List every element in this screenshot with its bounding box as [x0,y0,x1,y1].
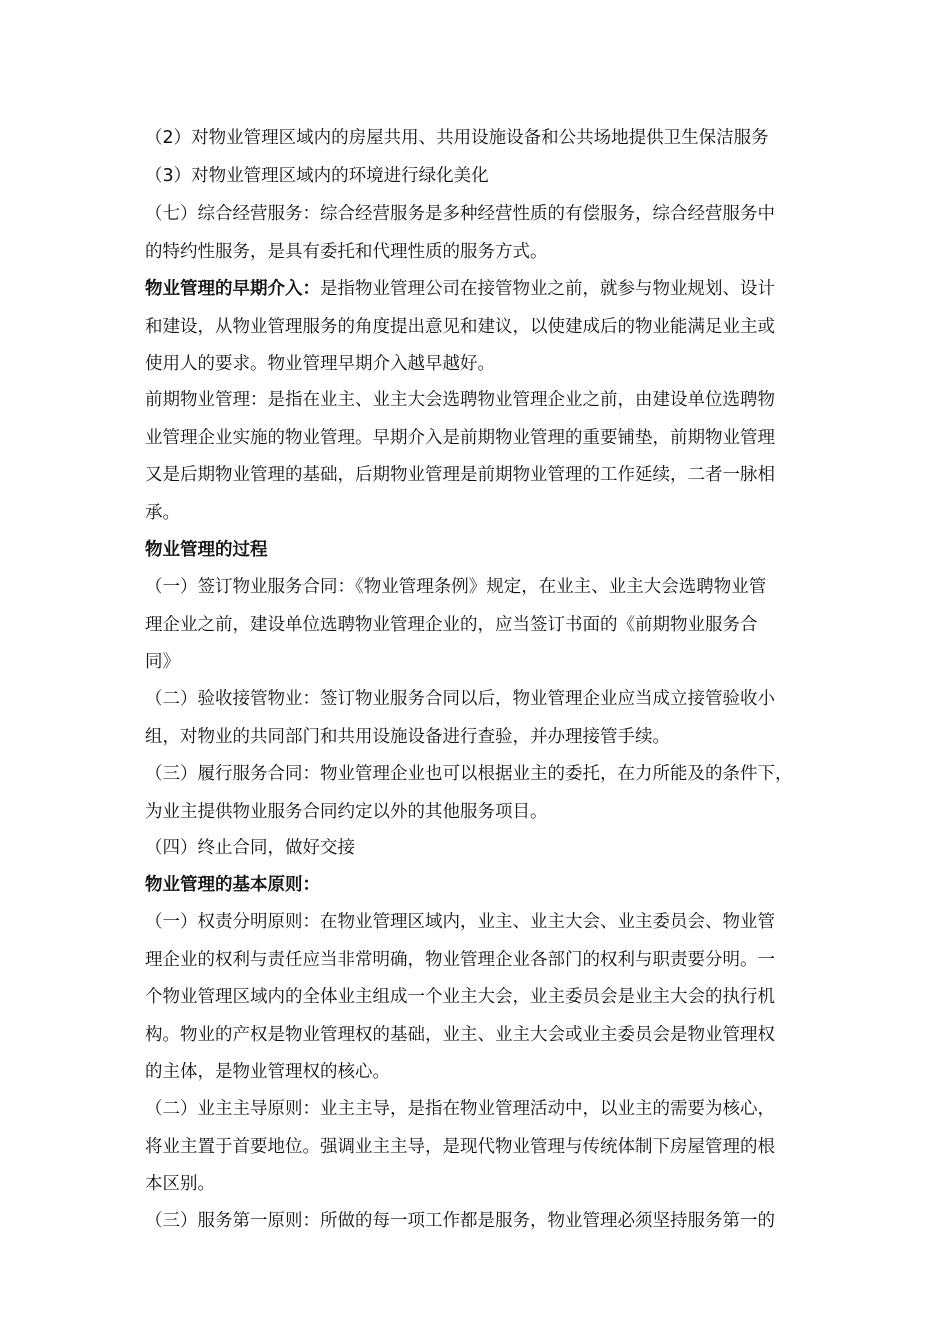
term-heading: 物业管理的早期介入： [145,279,320,299]
paragraph-preliminary-management [145,382,865,532]
text-line: 物业管理的早期介入：是指物业管理公司在接管物业之前，就参与物业规划、设计 [145,279,775,299]
paragraph-sign-contract [145,569,865,682]
paragraph-cleaning-service [145,120,865,158]
section-title: 物业管理的过程 [145,540,268,560]
text-line: 和建设，从物业管理服务的角度提出意见和建议，以使建成后的物业能满足业主或 [145,316,775,337]
section-heading-process [145,532,865,570]
text-line: （四）终止合同，做好交接 [145,838,355,858]
text-line: （二）业主主导原则：业主主导，是指在物业管理活动中，以业主的需要为核心， [145,1099,775,1119]
text-line: 组，对物业的共同部门和共用设施设备进行查验，并办理接管手续。 [145,726,670,747]
section-title: 物业管理的基本原则： [145,875,320,895]
paragraph-perform-contract [145,756,865,831]
paragraph-service-first-principle [145,1203,865,1241]
paragraph-rights-principle [145,904,865,1092]
text-line: （三）履行服务合同：物业管理企业也可以根据业主的委托，在力所能及的条件下， [145,764,793,784]
text-line: （三）服务第一原则：所做的每一项工作都是服务，物业管理必须坚持服务第一的 [145,1211,775,1231]
text-line: 的主体，是物业管理权的核心。 [145,1062,390,1082]
paragraph-acceptance [145,681,865,756]
text-line: 本区别。 [145,1174,215,1194]
text-line: 理企业的权利与责任应当非常明确，物业管理企业各部门的权利与职责要分明。一 [145,949,775,970]
text-line: （七）综合经营服务：综合经营服务是多种经营性质的有偿服务，综合经营服务中 [145,204,775,224]
text-line: 前期物业管理：是指在业主、业主大会选聘物业管理企业之前，由建设单位选聘物 [145,390,775,410]
text-line: 构。物业的产权是物业管理权的基础，业主、业主大会或业主委员会是物业管理权 [145,1024,775,1045]
paragraph-early-intervention [145,271,865,384]
paragraph-terminate-contract [145,830,865,868]
text-line: 的特约性服务，是具有委托和代理性质的服务方式。 [145,241,548,262]
text-line: 又是后期物业管理的基础，后期物业管理是前期物业管理的工作延续，二者一脉相 [145,465,775,485]
text-line: 承。 [145,502,180,523]
section-heading-principles [145,867,865,905]
text-line: （3）对物业管理区域内的环境进行绿化美化 [145,165,489,186]
paragraph-comprehensive-service [145,196,865,271]
text-line: 同》 [145,652,180,672]
text-line: （一）权责分明原则：在物业管理区域内，业主、业主大会、业主委员会、物业管 [145,912,775,932]
text-line: 业管理企业实施的物业管理。早期介入是前期物业管理的重要铺垫，前期物业管理 [145,427,775,448]
text-line: 使用人的要求。物业管理早期介入越早越好。 [145,354,495,374]
text-line: （2）对物业管理区域内的房屋共用、共用设施设备和公共场地提供卫生保洁服务 [145,128,769,148]
paragraph-greening [145,158,865,196]
text-line: （一）签订物业服务合同：《物业管理条例》规定，在业主、业主大会选聘物业管 [145,577,767,597]
text-line: 为业主提供物业服务合同约定以外的其他服务项目。 [145,801,548,822]
text-line: （二）验收接管物业：签订物业服务合同以后，物业管理企业应当成立接管验收小 [145,689,775,709]
paragraph-owner-leading-principle [145,1091,865,1204]
text-line: 个物业管理区域内的全体业主组成一个业主大会，业主委员会是业主大会的执行机 [145,987,775,1007]
text-line: 将业主置于首要地位。强调业主主导，是现代物业管理与传统体制下房屋管理的根 [145,1136,775,1157]
text-line: 理企业之前，建设单位选聘物业管理企业的，应当签订书面的《前期物业服务合 [145,614,758,635]
